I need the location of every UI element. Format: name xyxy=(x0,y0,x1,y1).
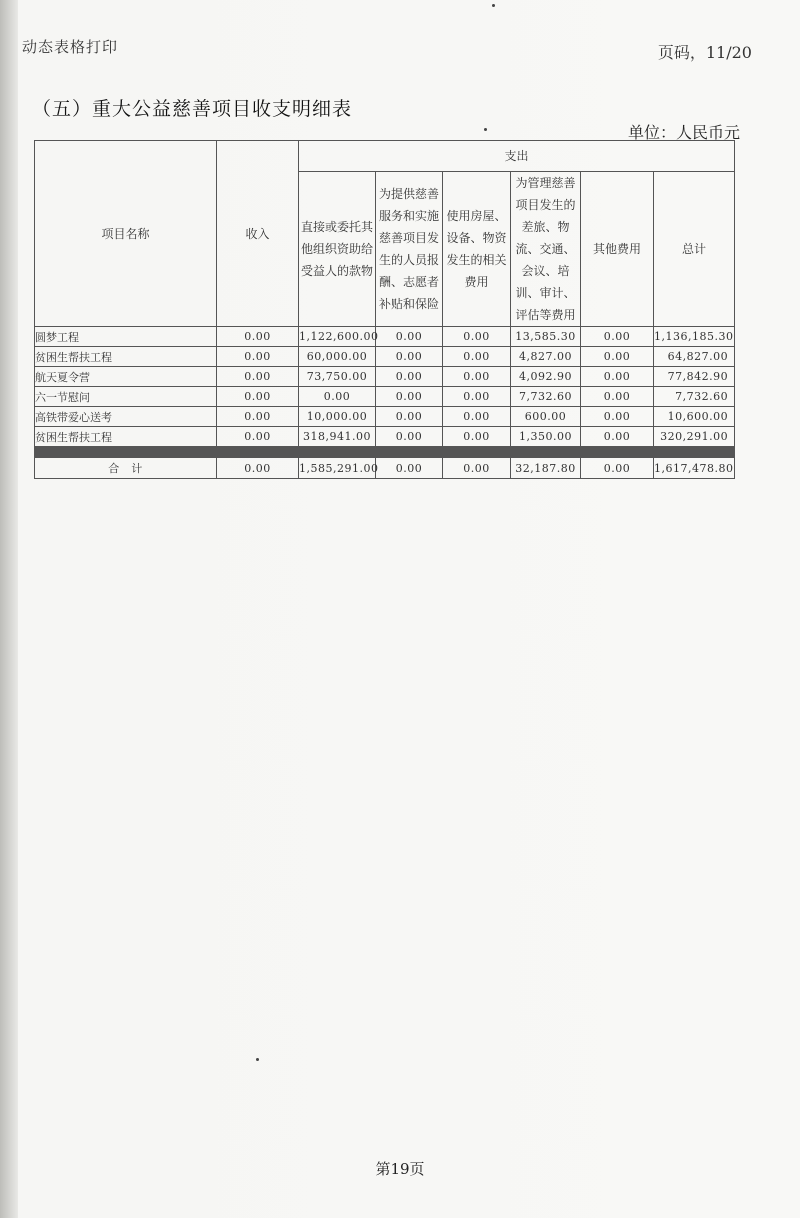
row-income: 0.00 xyxy=(217,327,299,347)
row-total: 64,827.00 xyxy=(654,347,735,367)
total-staff-cost: 0.00 xyxy=(376,458,443,479)
row-admin-cost: 1,350.00 xyxy=(511,427,581,447)
row-other-cost: 0.00 xyxy=(581,347,654,367)
table-row xyxy=(35,407,735,427)
total-income: 0.00 xyxy=(217,458,299,479)
header-direct-aid: 直接或委托其他组织资助给受益人的款物 xyxy=(299,172,376,327)
expense-table xyxy=(34,140,735,479)
row-admin-cost: 13,585.30 xyxy=(511,327,581,347)
scan-speck xyxy=(256,1058,259,1061)
separator-row xyxy=(35,447,735,458)
row-staff-cost: 0.00 xyxy=(376,427,443,447)
row-project-name: 贫困生帮扶工程 xyxy=(35,427,217,447)
row-total: 10,600.00 xyxy=(654,407,735,427)
row-project-name: 圆梦工程 xyxy=(35,327,217,347)
total-label: 合 计 xyxy=(35,458,217,479)
row-facility-cost: 0.00 xyxy=(443,427,511,447)
header-income: 收入 xyxy=(217,141,299,327)
report-title: （五）重大公益慈善项目收支明细表 xyxy=(32,98,353,120)
row-income: 0.00 xyxy=(217,427,299,447)
row-income: 0.00 xyxy=(217,407,299,427)
row-other-cost: 0.00 xyxy=(581,407,654,427)
row-project-name: 高铁带爱心送考 xyxy=(35,407,217,427)
binding-edge xyxy=(0,0,18,1218)
header-expense-group: 支出 xyxy=(299,141,735,172)
header-facility-cost: 使用房屋、设备、物资发生的相关费用 xyxy=(443,172,511,327)
row-facility-cost: 0.00 xyxy=(443,367,511,387)
row-income: 0.00 xyxy=(217,367,299,387)
row-direct-aid: 10,000.00 xyxy=(299,407,376,427)
row-other-cost: 0.00 xyxy=(581,367,654,387)
row-facility-cost: 0.00 xyxy=(443,407,511,427)
row-total: 320,291.00 xyxy=(654,427,735,447)
header-total: 总计 xyxy=(654,172,735,327)
table-row xyxy=(35,367,735,387)
print-header-title: 动态表格打印 xyxy=(22,38,119,56)
header-other-cost: 其他费用 xyxy=(581,172,654,327)
total-admin-cost: 32,187.80 xyxy=(511,458,581,479)
row-admin-cost: 4,092.90 xyxy=(511,367,581,387)
row-staff-cost: 0.00 xyxy=(376,327,443,347)
total-other-cost: 0.00 xyxy=(581,458,654,479)
row-project-name: 贫困生帮扶工程 xyxy=(35,347,217,367)
row-project-name: 航天夏令营 xyxy=(35,367,217,387)
header-project-name: 项目名称 xyxy=(35,141,217,327)
row-other-cost: 0.00 xyxy=(581,427,654,447)
total-grand-total: 1,617,478.80 xyxy=(654,458,735,479)
row-income: 0.00 xyxy=(217,347,299,367)
row-project-name: 六一节慰问 xyxy=(35,387,217,407)
row-total: 1,136,185.30 xyxy=(654,327,735,347)
table-row xyxy=(35,347,735,367)
header-admin-cost: 为管理慈善项目发生的差旅、物流、交通、会议、培训、审计、评估等费用 xyxy=(511,172,581,327)
row-admin-cost: 4,827.00 xyxy=(511,347,581,367)
row-admin-cost: 600.00 xyxy=(511,407,581,427)
row-income: 0.00 xyxy=(217,387,299,407)
row-staff-cost: 0.00 xyxy=(376,347,443,367)
row-direct-aid: 60,000.00 xyxy=(299,347,376,367)
row-direct-aid: 318,941.00 xyxy=(299,427,376,447)
scan-speck xyxy=(484,128,487,131)
page-indicator: 页码，11/20 xyxy=(657,43,752,62)
total-row xyxy=(35,458,735,479)
total-direct-aid: 1,585,291.00 xyxy=(299,458,376,479)
table-row xyxy=(35,387,735,407)
total-facility-cost: 0.00 xyxy=(443,458,511,479)
row-direct-aid: 0.00 xyxy=(299,387,376,407)
table-row xyxy=(35,327,735,347)
row-staff-cost: 0.00 xyxy=(376,387,443,407)
row-total: 77,842.90 xyxy=(654,367,735,387)
page-number-footer: 第19页 xyxy=(375,1160,425,1178)
scan-speck xyxy=(492,4,495,7)
row-direct-aid: 1,122,600.00 xyxy=(299,327,376,347)
row-facility-cost: 0.00 xyxy=(443,387,511,407)
header-staff-cost: 为提供慈善服务和实施慈善项目发生的人员报酬、志愿者补贴和保险 xyxy=(376,172,443,327)
row-other-cost: 0.00 xyxy=(581,387,654,407)
row-admin-cost: 7,732.60 xyxy=(511,387,581,407)
row-staff-cost: 0.00 xyxy=(376,407,443,427)
row-total: 7,732.60 xyxy=(654,387,735,407)
row-direct-aid: 73,750.00 xyxy=(299,367,376,387)
row-facility-cost: 0.00 xyxy=(443,327,511,347)
row-other-cost: 0.00 xyxy=(581,327,654,347)
row-facility-cost: 0.00 xyxy=(443,347,511,367)
table-row xyxy=(35,427,735,447)
row-staff-cost: 0.00 xyxy=(376,367,443,387)
currency-unit: 单位：人民币元 xyxy=(627,123,740,142)
